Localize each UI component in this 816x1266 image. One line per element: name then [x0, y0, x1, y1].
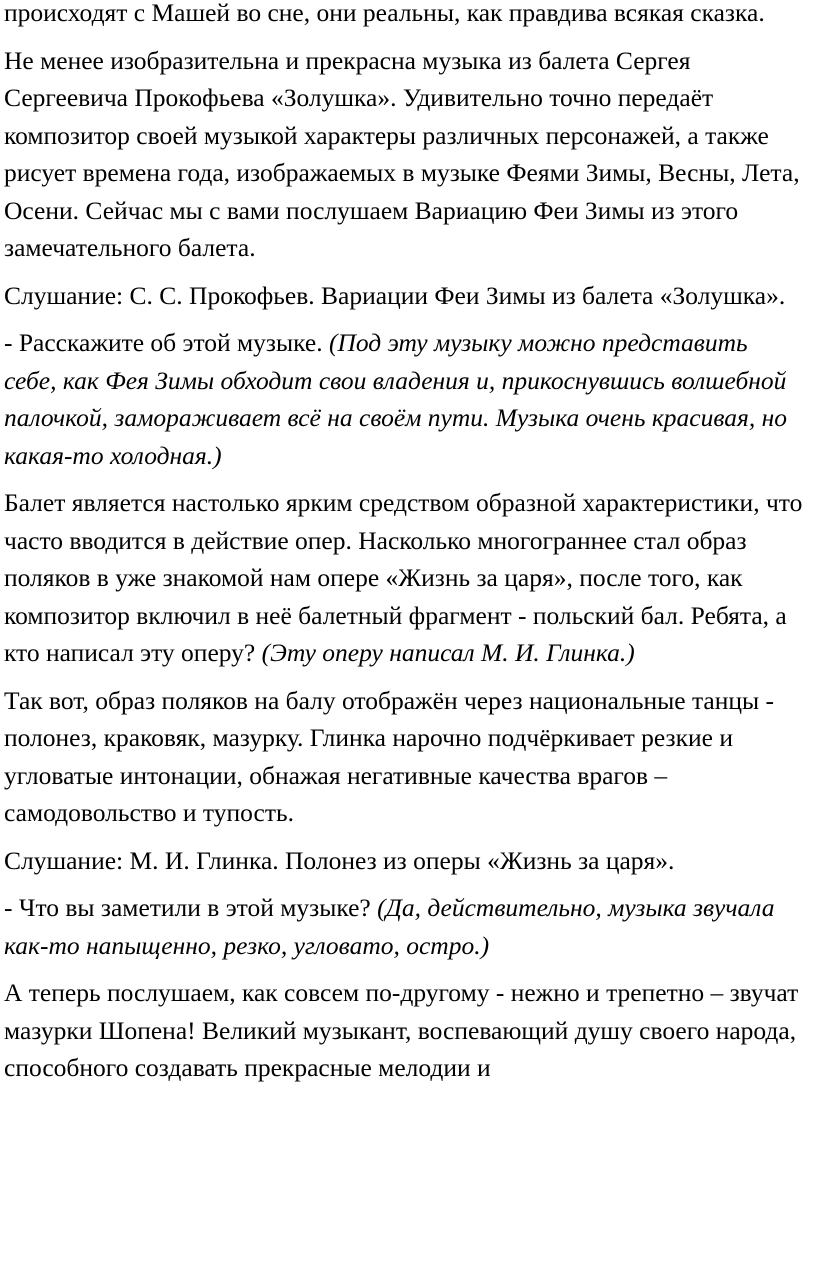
paragraph-text: Слушание: С. С. Прокофьев. Вариации Феи Зимы из балета «Золушка».	[4, 280, 786, 310]
paragraph-masha-dream	[4, 0, 804, 32]
paragraph-chopin-mazurkas	[4, 974, 804, 1087]
paragraph-text: Не менее изобразительна и прекрасна музыка из балета Сергея Сергеевича Прокофьева «Золушка». Удивительно точно передаёт композитор своей музыкой характеры различных персонажей, а также рисует времена года, изображаемых в музыке Феями Зимы, Весны, Лета, Осени. Сейчас мы с вами послушаем Вариацию Феи Зимы из этого замечательного балета.	[4, 45, 800, 262]
paragraph-text: происходят с Машей во сне, они реальны, как правдива всякая сказка.	[4, 0, 765, 27]
paragraph-question-fairy-winter	[4, 324, 804, 474]
document-body	[4, 0, 804, 1097]
paragraph-listening-glinka	[4, 842, 804, 880]
paragraph-text: - Расскажите об этой музыке.	[4, 328, 329, 357]
paragraph-answer-italic: (Под эту музыку можно представить себе, как Фея Зимы обходит свои владения и, прикоснувшись волшебной палочкой, замораживает всё на своём пути. Музыка очень красивая, но какая-то холодная.)	[4, 328, 787, 470]
paragraph-text: - Что вы заметили в этой музыке?	[4, 893, 378, 922]
paragraph-cinderella-intro	[4, 42, 804, 267]
paragraph-polish-dances	[4, 682, 804, 832]
paragraph-answer-italic: (Да, действительно, музыка звучала как-то напыщенно, резко, угловато, остро.)	[4, 893, 775, 960]
paragraph-text: Балет является настолько ярким средством образной характеристики, что часто вводится в действие опер. Насколько многограннее стал образ поляков в уже знакомой нам опере «Жизнь за царя», после того, как композитор включил в неё балетный фрагмент - польский бал. Ребята, а кто написал эту оперу?	[4, 488, 803, 667]
paragraph-text: А теперь послушаем, как совсем по-другому - нежно и трепетно – звучат мазурки Шопена! Великий музыкант, воспевающий душу своего народа, способного создавать прекрасные мелодии и	[4, 978, 799, 1082]
paragraph-text: Слушание: М. И. Глинка. Полонез из оперы «Жизнь за царя».	[4, 845, 675, 875]
paragraph-answer-italic: (Эту оперу написал М. И. Глинка.)	[261, 638, 635, 667]
paragraph-text: Так вот, образ поляков на балу отображён через национальные танцы - полонез, краковяк, мазурку. Глинка нарочно подчёркивает резкие и угловатые интонации, обнажая негативные качества врагов – самодовольство и тупость.	[4, 685, 775, 827]
paragraph-ballet-in-opera	[4, 484, 804, 672]
paragraph-listening-prokofiev	[4, 277, 804, 315]
paragraph-question-polonaise	[4, 889, 804, 964]
